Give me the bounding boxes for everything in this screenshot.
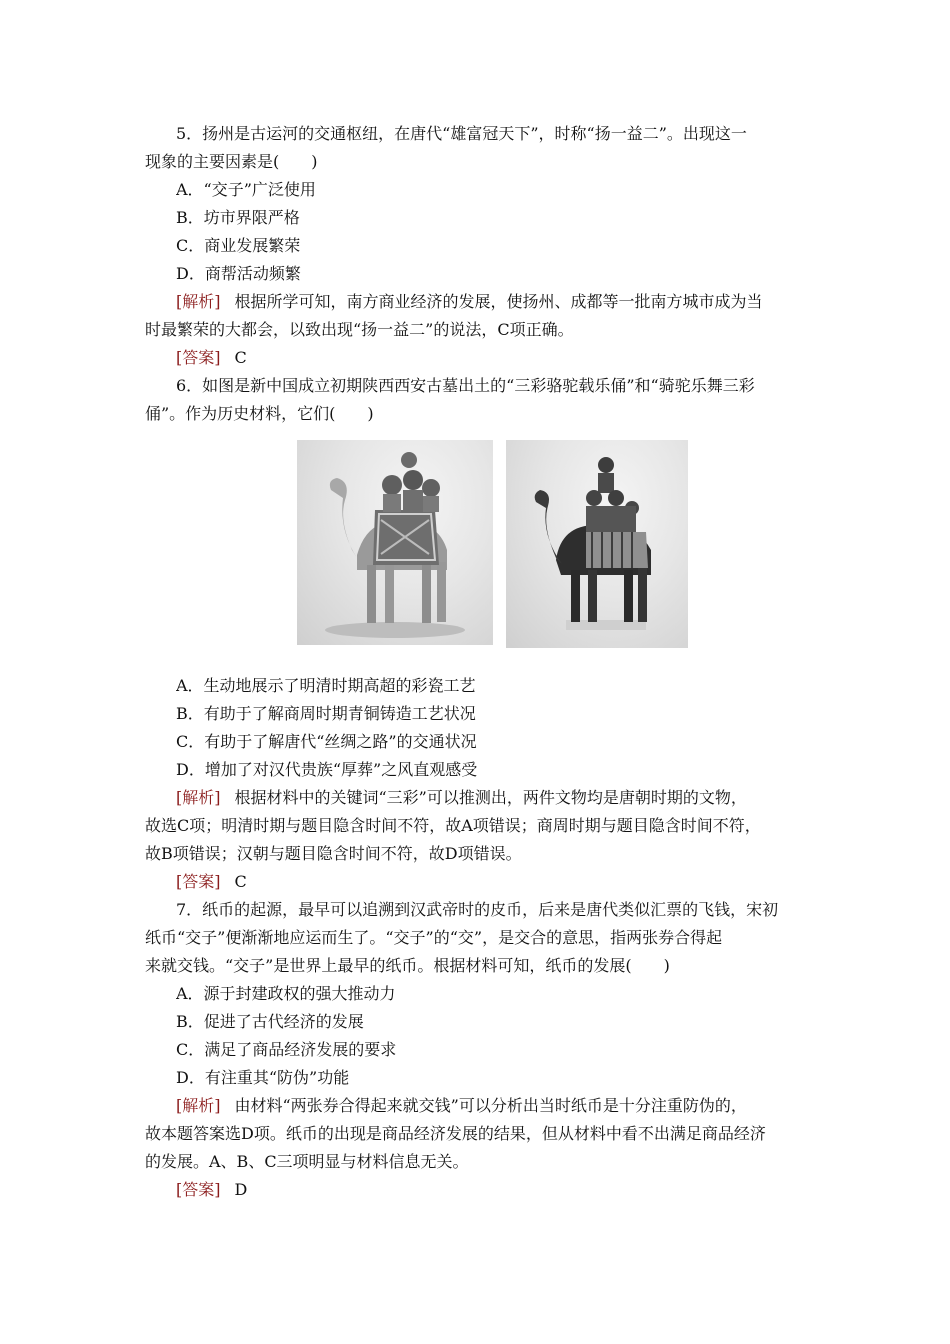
q5-option-a: A．“交子”广泛使用 bbox=[176, 180, 316, 199]
camel-musicians-figure bbox=[297, 440, 493, 645]
q6-analysis-tag: [解析] bbox=[176, 788, 221, 807]
q7-stem-line-2: 纸币“交子”便渐渐地应运而生了。“交子”的“交”，是交合的意思，指两张券合得起 bbox=[145, 928, 723, 947]
q7-answer-tag: [答案] bbox=[176, 1180, 221, 1199]
q7-analysis-text-1: 由材料“两张券合得起来就交钱”可以分析出当时纸币是十分注重防伪的， bbox=[234, 1096, 747, 1115]
q7-answer-value: D bbox=[234, 1180, 248, 1199]
q7-option-b: B．促进了古代经济的发展 bbox=[176, 1012, 364, 1031]
q5-stem-line-1: 5．扬州是古运河的交通枢纽，在唐代“雄富冠天下”，时称“扬一益二”。出现这一 bbox=[176, 124, 747, 143]
q5-analysis-line-1 bbox=[176, 292, 841, 312]
q5-option-c: C．商业发展繁荣 bbox=[176, 236, 301, 255]
q6-answer-line bbox=[176, 872, 841, 892]
q5-option-b: B．坊市界限严格 bbox=[176, 208, 300, 227]
q6-analysis-line-3: 故B项错误；汉朝与题目隐含时间不符，故D项错误。 bbox=[145, 844, 522, 863]
q5-analysis-text-1: 根据所学可知，南方商业经济的发展，使扬州、成都等一批南方城市成为当 bbox=[234, 292, 763, 311]
q5-answer-tag: [答案] bbox=[176, 348, 221, 367]
q6-answer-value: C bbox=[234, 872, 247, 891]
q5-option-d: D．商帮活动频繁 bbox=[176, 264, 301, 283]
riding-camel-dancers-figure bbox=[506, 440, 688, 648]
q6-answer-tag: [答案] bbox=[176, 872, 221, 891]
q5-analysis-tag: [解析] bbox=[176, 292, 221, 311]
q5-answer-line bbox=[176, 348, 841, 368]
q6-analysis-line-1 bbox=[176, 788, 841, 808]
q6-option-d: D．增加了对汉代贵族“厚葬”之风直观感受 bbox=[176, 760, 478, 779]
q5-stem-line-2: 现象的主要因素是( ) bbox=[145, 152, 318, 171]
q6-analysis-text-1: 根据材料中的关键词“三彩”可以推测出，两件文物均是唐朝时期的文物， bbox=[234, 788, 747, 807]
q7-analysis-line-1 bbox=[176, 1096, 841, 1116]
q7-option-d: D．有注重其“防伪”功能 bbox=[176, 1068, 350, 1087]
q7-analysis-tag: [解析] bbox=[176, 1096, 221, 1115]
q7-answer-line bbox=[176, 1180, 841, 1200]
q6-analysis-line-2: 故选C项；明清时期与题目隐含时间不符，故A项错误；商周时期与题目隐含时间不符， bbox=[145, 816, 761, 835]
q7-option-a: A．源于封建政权的强大推动力 bbox=[176, 984, 396, 1003]
q7-analysis-line-2: 故本题答案选D项。纸币的出现是商品经济发展的结果，但从材料中看不出满足商品经济 bbox=[145, 1124, 766, 1143]
q5-answer-value: C bbox=[234, 348, 247, 367]
camel-musicians-photo bbox=[297, 440, 493, 645]
q7-stem-line-1: 7．纸币的起源，最早可以追溯到汉武帝时的皮币，后来是唐代类似汇票的飞钱，宋初 bbox=[176, 900, 779, 919]
q6-stem-line-1: 6．如图是新中国成立初期陕西西安古墓出土的“三彩骆驼载乐俑”和“骑驼乐舞三彩 bbox=[176, 376, 755, 395]
q5-analysis-line-2: 时最繁荣的大都会，以致出现“扬一益二”的说法，C项正确。 bbox=[145, 320, 574, 339]
q6-option-c: C．有助于了解唐代“丝绸之路”的交通状况 bbox=[176, 732, 477, 751]
q6-option-a: A．生动地展示了明清时期高超的彩瓷工艺 bbox=[176, 676, 476, 695]
riding-camel-dancers-photo bbox=[506, 440, 688, 648]
q7-stem-line-3: 来就交钱。“交子”是世界上最早的纸币。根据材料可知，纸币的发展( ) bbox=[145, 956, 670, 975]
q7-analysis-line-3: 的发展。A、B、C三项明显与材料信息无关。 bbox=[145, 1152, 469, 1171]
q6-stem-line-2: 俑”。作为历史材料，它们( ) bbox=[145, 404, 374, 423]
q7-option-c: C．满足了商品经济发展的要求 bbox=[176, 1040, 397, 1059]
q6-option-b: B．有助于了解商周时期青铜铸造工艺状况 bbox=[176, 704, 476, 723]
